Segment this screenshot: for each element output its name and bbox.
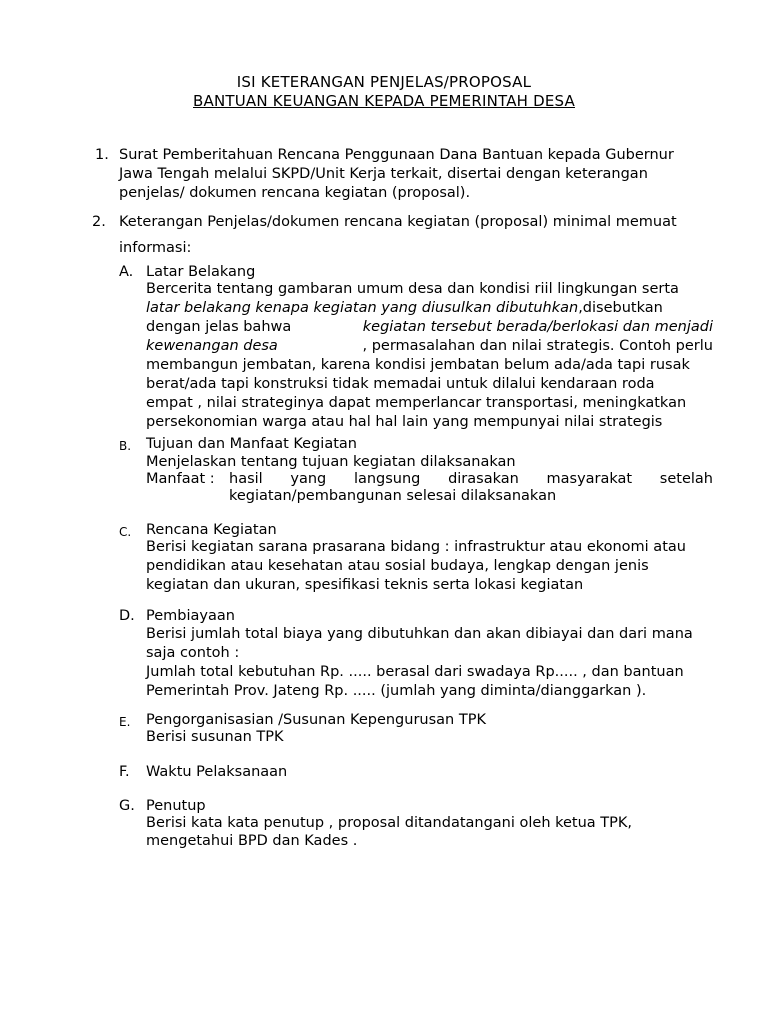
section-a-line: Bercerita tentang gambaran umum desa dan kondisi riil lingkungan serta bbox=[146, 281, 679, 297]
item2-number: 2. bbox=[92, 214, 106, 230]
section-c-letter: C. bbox=[119, 525, 132, 539]
section-b-line3: kegiatan/pembangunan selesai dilaksanakan bbox=[229, 488, 557, 504]
section-b-title: Tujuan dan Manfaat Kegiatan bbox=[146, 436, 357, 452]
manfaat-word: yang bbox=[290, 471, 327, 487]
section-c-title: Rencana Kegiatan bbox=[146, 522, 277, 538]
section-c-body bbox=[146, 538, 713, 595]
item1-number: 1. bbox=[95, 147, 109, 163]
section-f-title: Waktu Pelaksanaan bbox=[146, 764, 288, 780]
manfaat-word: setelah bbox=[659, 471, 713, 487]
document-title-line2: BANTUAN KEUANGAN KEPADA PEMERINTAH DESA bbox=[193, 92, 575, 110]
italic-text: latar belakang kenapa kegiatan yang diusulkan dibutuhkan bbox=[146, 300, 579, 316]
section-a-line: berat/ada tapi konstruksi tidak memadai untuk dilalui kendaraan roda bbox=[146, 376, 655, 392]
document-title-line1: ISI KETERANGAN PENJELAS/PROPOSAL bbox=[236, 73, 532, 91]
section-g-letter: G. bbox=[119, 798, 135, 814]
section-c-line: Berisi kegiatan sarana prasarana bidang : infrastruktur atau ekonomi atau bbox=[146, 539, 686, 555]
section-d-line: Berisi jumlah total biaya yang dibutuhkan dan akan dibiayai dan dari mana bbox=[146, 626, 693, 642]
text: , permasalahan dan nilai strategis. Contoh perlu bbox=[362, 338, 713, 354]
text: dengan jelas bahwa bbox=[146, 319, 292, 335]
section-e-title: Pengorganisasian /Susunan Kepengurusan TPK bbox=[146, 712, 486, 728]
section-g-line1: Berisi kata kata penutup , proposal ditandatangani oleh ketua TPK, bbox=[146, 815, 633, 831]
section-g-title: Penutup bbox=[146, 798, 206, 814]
section-b-letter: B. bbox=[119, 439, 132, 453]
section-e-line1: Berisi susunan TPK bbox=[146, 729, 284, 745]
section-a-line bbox=[146, 299, 713, 318]
section-a-line bbox=[146, 318, 713, 337]
italic-text: kewenangan desa bbox=[146, 338, 278, 354]
item1-line: Jawa Tengah melalui SKPD/Unit Kerja terkait, disertai dengan keterangan bbox=[119, 166, 648, 182]
section-b-manfaat-label: Manfaat : bbox=[146, 471, 215, 487]
text: ,disebutkan bbox=[578, 300, 663, 316]
section-a-line: empat , nilai strateginya dapat memperlancar transportasi, meningkatkan bbox=[146, 395, 687, 411]
section-a-letter: A. bbox=[119, 264, 134, 280]
section-e-letter: E. bbox=[119, 715, 131, 729]
section-d-line: Jumlah total kebutuhan Rp. ..... berasal dari swadaya Rp..... , dan bantuan bbox=[146, 664, 684, 680]
section-f-letter: F. bbox=[119, 764, 130, 780]
section-a-line bbox=[146, 337, 713, 356]
item2-line1: Keterangan Penjelas/dokumen rencana kegiatan (proposal) minimal memuat bbox=[119, 214, 677, 230]
section-d-title: Pembiayaan bbox=[146, 608, 235, 624]
item2-line2: informasi: bbox=[119, 240, 192, 256]
section-g-line2: mengetahui BPD dan Kades . bbox=[146, 833, 358, 849]
section-a-body bbox=[146, 280, 713, 432]
item1-line: penjelas/ dokumen rencana kegiatan (proposal). bbox=[119, 185, 471, 201]
manfaat-word: masyarakat bbox=[546, 471, 633, 487]
item1-text bbox=[119, 146, 713, 203]
section-a-line: membangun jembatan, karena kondisi jembatan belum ada/ada tapi rusak bbox=[146, 357, 690, 373]
section-a-line: persekonomian warga atau hal hal lain yang mempunyai nilai strategis bbox=[146, 414, 663, 430]
manfaat-word: hasil bbox=[229, 471, 263, 487]
manfaat-word: dirasakan bbox=[448, 471, 519, 487]
section-c-line: kegiatan dan ukuran, spesifikasi teknis serta lokasi kegiatan bbox=[146, 577, 584, 593]
italic-text: kegiatan tersebut berada/berlokasi dan menjadi bbox=[362, 319, 713, 335]
manfaat-word: langsung bbox=[353, 471, 421, 487]
section-c-line: pendidikan atau kesehatan atau sosial budaya, lengkap dengan jenis bbox=[146, 558, 649, 574]
section-b-line1: Menjelaskan tentang tujuan kegiatan dilaksanakan bbox=[146, 454, 516, 470]
section-d-letter: D. bbox=[119, 608, 135, 624]
item1-line: Surat Pemberitahuan Rencana Penggunaan Dana Bantuan kepada Gubernur bbox=[119, 147, 674, 163]
section-a-title: Latar Belakang bbox=[146, 264, 256, 280]
section-d-line: saja contoh : bbox=[146, 645, 240, 661]
section-d-line: Pemerintah Prov. Jateng Rp. ..... (jumlah yang diminta/dianggarkan ). bbox=[146, 683, 647, 699]
section-d-body bbox=[146, 625, 713, 701]
